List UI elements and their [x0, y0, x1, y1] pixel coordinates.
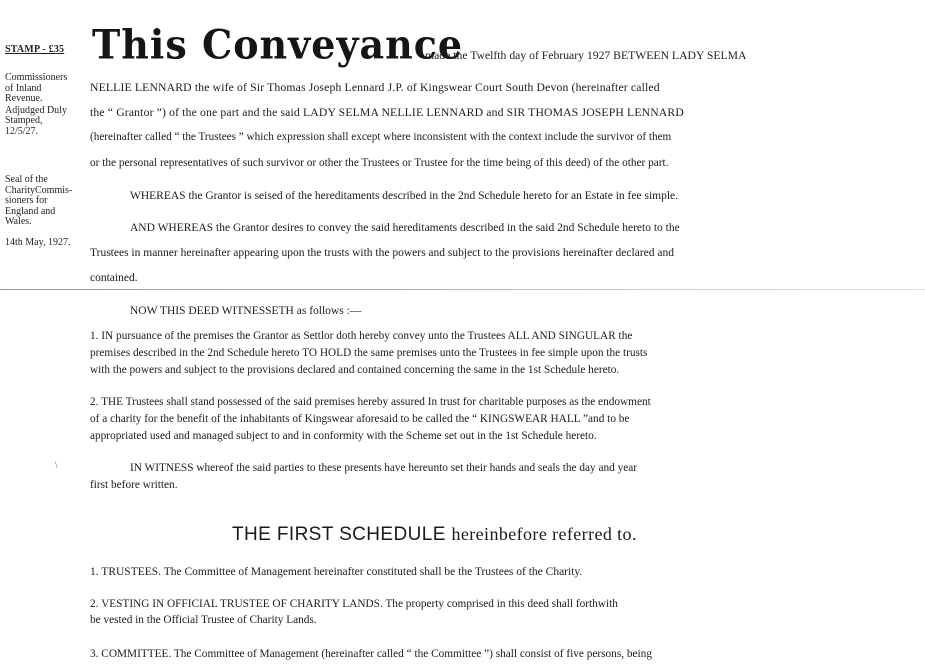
witness-clause: IN WITNESS whereof the said parties to these presents have hereunto set their hands and seals the day and year [130, 462, 638, 474]
commissioners-line: Adjudged Duly [5, 104, 67, 116]
clause-2-line: 2. THE Trustees shall stand possessed of the said premises hereby assured In trust for charitable purposes as the endowment [90, 396, 651, 408]
clause-2-line: of a charity for the benefit of the inhabitants of Kingswear aforesaid to be called the “ KINGSWEAR HALL ”and to be [90, 413, 630, 425]
whereas-clause: contained. [90, 272, 138, 284]
first-schedule-heading [232, 524, 637, 546]
seal-line: Wales. [5, 216, 32, 227]
margin-tick-mark: \ [55, 460, 58, 470]
schedule-heading-main: THE FIRST SCHEDULE [232, 524, 446, 545]
commissioners-line: Revenue. [5, 93, 43, 104]
witnesseth-heading: NOW THIS DEED WITNESSETH as follows :— [130, 305, 362, 317]
schedule-heading-rest: hereinbefore referred to. [451, 524, 637, 544]
whereas-clause: WHEREAS the Grantor is seised of the hereditaments described in the 2nd Schedule hereto for an Estate in fee simple. [130, 190, 679, 202]
commissioners-line: 12/5/27. [5, 125, 39, 137]
schedule-item: 2. VESTING IN OFFICIAL TRUSTEE OF CHARITY LANDS. The property comprised in this deed shall forthwith [90, 598, 618, 610]
seal-line: England and [5, 205, 56, 217]
clause-1-line: 1. IN pursuance of the premises the Grantor as Settlor doth hereby convey unto the Trustees ALL AND SINGULAR the [90, 330, 633, 342]
parties-line: NELLIE LENNARD the wife of Sir Thomas Joseph Lennard J.P. of Kingswear Court South Devon (hereinafter called [90, 81, 660, 94]
title-continuation: made the Twelfth day of February 1927 BETWEEN LADY SELMA [425, 49, 747, 62]
stamp-duty-note: STAMP - £35 [5, 44, 65, 55]
schedule-item: 3. COMMITTEE. The Committee of Management (hereinafter called “ the Committee ”) shall consist of five persons, being [90, 648, 652, 660]
deed-title: This Conveyance [92, 20, 464, 69]
clause-1-line: with the powers and subject to the provisions declared and contained concerning the same in the 1st Schedule hereto. [90, 364, 620, 376]
parties-line: (hereinafter called “ the Trustees ” which expression shall except where inconsistent with the context include the survivor of them [90, 131, 672, 143]
commissioners-note [5, 73, 67, 137]
page-join-divider [0, 289, 925, 290]
seal-date: 14th May, 1927. [5, 237, 71, 248]
whereas-clause: Trustees in manner hereinafter appearing upon the trusts with the powers and subject to the provisions hereinafter declared and [90, 247, 674, 259]
schedule-item: be vested in the Official Trustee of Charity Lands. [90, 614, 317, 626]
commissioners-line: Stamped, [5, 115, 43, 126]
seal-line: CharityCommis- [5, 184, 73, 196]
parties-line: or the personal representatives of such survivor or other the Trustees or Trustee for the time being of this deed) of the other part. [90, 157, 669, 169]
commissioners-line: of Inland [5, 82, 42, 94]
seal-line: Seal of the [5, 174, 48, 185]
schedule-item: 1. TRUSTEES. The Committee of Management hereinafter constituted shall be the Trustees of the Charity. [90, 566, 583, 578]
whereas-clause: AND WHEREAS the Grantor desires to convey the said hereditaments described in the said 2nd Schedule hereto to the [130, 222, 680, 234]
seal-note [5, 175, 72, 228]
clause-1-line: premises described in the 2nd Schedule hereto TO HOLD the same premises unto the Trustees in fee simple upon the trusts [90, 347, 648, 359]
clause-2-line: appropriated used and managed subject to and in conformity with the Scheme set out in the 1st Schedule hereto. [90, 430, 597, 442]
commissioners-line: Commissioners [5, 72, 68, 83]
parties-line: the “ Grantor ”) of the one part and the said LADY SELMA NELLIE LENNARD and SIR THOMAS JOSEPH LENNARD [90, 106, 684, 119]
seal-line: sioners for [5, 195, 48, 206]
witness-clause: first before written. [90, 479, 178, 491]
